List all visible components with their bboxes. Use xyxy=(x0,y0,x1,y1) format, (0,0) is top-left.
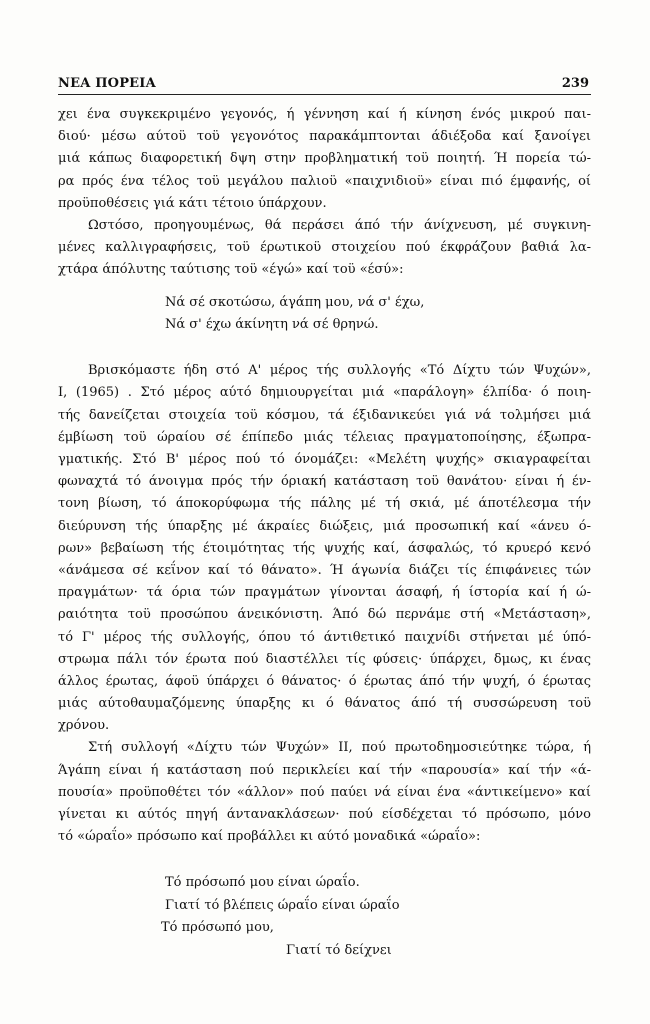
text-line: τονη βίωση, τό άποκορύφωμα τής πάλης μέ τή σκιά, μέ άποτέλεσμα τήν xyxy=(58,496,591,512)
text-line: χτάρα άπόλυτης ταύτισης τοϋ «έγώ» καί τοϋ «έσύ»: xyxy=(58,262,404,278)
text-line: γίνεται κι αύτός πηγή άντανακλάσεων· πού είσδέχεται τό πρόσωπο, μόνο xyxy=(58,807,591,823)
text-line: στρωμα πάλι τόν έρωτα πού διαστέλλει τίς φύσεις· ύπάρχει, δμως, κι ένας xyxy=(58,651,591,667)
text-line: φωναχτά τό άνοιγμα πρός τήν όριακή κατάσταση τοϋ θανάτου· είναι ή έν- xyxy=(58,474,591,490)
text-line: πουσία» προϋποθέτει τόν «άλλον» πού παύει νά είναι ένα «άντικείμενο» καί xyxy=(58,784,591,800)
verse-line: Τό πρόσωπό μου, xyxy=(161,920,274,936)
spacer xyxy=(58,336,591,360)
text-line: Άγάπη είναι ή κατάσταση πού περικλείει καί τήν «παρουσία» καί τήν «ά- xyxy=(58,762,591,778)
header-rule xyxy=(58,94,591,95)
text-line: Ι, (1965) . Στό μέρος αύτό δημιουργείται μιά «παράλογη» έλπίδα· ό ποιη- xyxy=(58,385,591,401)
verse-quote xyxy=(58,872,591,962)
paragraph xyxy=(58,215,591,282)
text-line: τής δανείζεται στοιχεία τοϋ κόσμου, τά έξιδανικεύει γιά νά τολμήσει μιά xyxy=(58,407,591,423)
page-number: 239 xyxy=(561,76,589,91)
text-line: προϋποθέσεις γιά κάτι τέτοιο ύπάρχουν. xyxy=(58,195,327,211)
paragraph xyxy=(58,737,591,848)
text-line: μιά κάπως διαφορετική δψη στην προβληματική τοϋ ποιητή. Ή πορεία τώ- xyxy=(58,151,591,167)
spacer xyxy=(58,848,591,872)
paragraph xyxy=(58,360,591,737)
text-line: χει ένα συγκεκριμένο γεγονός, ή γέννηση καί ή κίνηση ένός μικρού παι- xyxy=(58,107,591,122)
text-line: μένες καλλιγραφήσεις, τοϋ έρωτικοϋ στοιχείου πού έκφράζουν βαθιά λα- xyxy=(58,240,591,256)
paragraph xyxy=(58,104,591,215)
verse-line: Γιατί τό βλέπεις ώραΐο είναι ώραΐο xyxy=(165,897,400,913)
text-line: μιάς αύτοθαυμαζόμενης ύπαρξης κι ό θάνατος άπό τή συσσώρευση τοϋ xyxy=(58,696,591,712)
text-line: τό Γ' μέρος τής συλλογής, όπου τό άντιθετικό παιχνίδι στήνεται μέ ύπό- xyxy=(58,629,591,645)
verse-quote xyxy=(58,292,591,337)
text-line: έμβίωση τοϋ ώραίου σέ έπίπεδο μιάς τέλειας πραγματοποίησης, έξωπρα- xyxy=(58,429,591,445)
text-line: διεύρυνση τής ύπαρξης μέ άκραίες διώξεις, μιά προσωπική καί «άνευ ό- xyxy=(58,518,591,534)
running-header xyxy=(58,72,591,94)
body-text xyxy=(58,104,591,962)
text-line: Ωστόσο, προηγουμένως, θά περάσει άπό τήν άνίχνευση, μέ συγκινη- xyxy=(88,217,591,233)
verse-line: Γιατί τό δείχνει xyxy=(286,942,392,958)
journal-title: ΝΕΑ ΠΟΡΕΙΑ xyxy=(58,76,156,91)
text-line: Στή συλλογή «Δίχτυ τών Ψυχών» ΙΙ, πού πρωτοδημοσιεύτηκε τώρα, ή xyxy=(88,740,591,756)
text-line: Βρισκόμαστε ήδη στό Α' μέρος τής συλλογής «Τό Δίχτυ τών Ψυχών», xyxy=(88,363,591,379)
text-line: ραιότητα τοϋ προσώπου άνεικόνιστη. Άπό δώ περνάμε στή «Μετάσταση», xyxy=(58,607,591,623)
text-line: τό «ώραΐο» πρόσωπο καί προβάλλει κι αύτό μοναδικά «ώραΐο»: xyxy=(58,829,481,845)
text-line: χρόνου. xyxy=(58,718,110,734)
verse-line: Νά σ' έχω άκίνητη νά σέ θρηνώ. xyxy=(165,316,379,332)
text-line: γματικής. Στό Β' μέρος πού τό όνομάζει: «Μελέτη ψυχής» σκιαγραφείται xyxy=(58,452,591,468)
text-line: διού· μέσω αύτοϋ τοϋ γεγονότος παρακάμπτονται άδιέξοδα καί ξανοίγει xyxy=(58,129,591,145)
text-line: «άνάμεσα σέ κεΐνον καί τό θάνατο». Ή άγωνία διάζει τίς έπιφάνειες τών xyxy=(58,562,591,578)
text-line: πραγμάτων· τά όρια τών πραγμάτων γίνονται άσαφή, ή ίστορία καί ή ώ- xyxy=(58,585,591,601)
text-line: άλλος έρωτας, άφοϋ ύπάρχει ό θάνατος· ό έρωτας άπό τήν ψυχή, ό έρωτας xyxy=(58,673,591,689)
verse-line: Νά σέ σκοτώσω, άγάπη μου, νά σ' έχω, xyxy=(165,294,425,310)
verse-line: Τό πρόσωπό μου είναι ώραΐο. xyxy=(165,875,360,891)
text-line: ρα πρός ένα τέλος τοϋ μεγάλου παλιοϋ «παιχνιδιοϋ» είναι πιό έμφανής, οί xyxy=(58,173,591,189)
spacer xyxy=(58,282,591,292)
text-line: ρων» βεβαίωση τής έτοιμότητας τής ψυχής καί, άσφαλώς, τό κρυερό κενό xyxy=(58,540,591,556)
